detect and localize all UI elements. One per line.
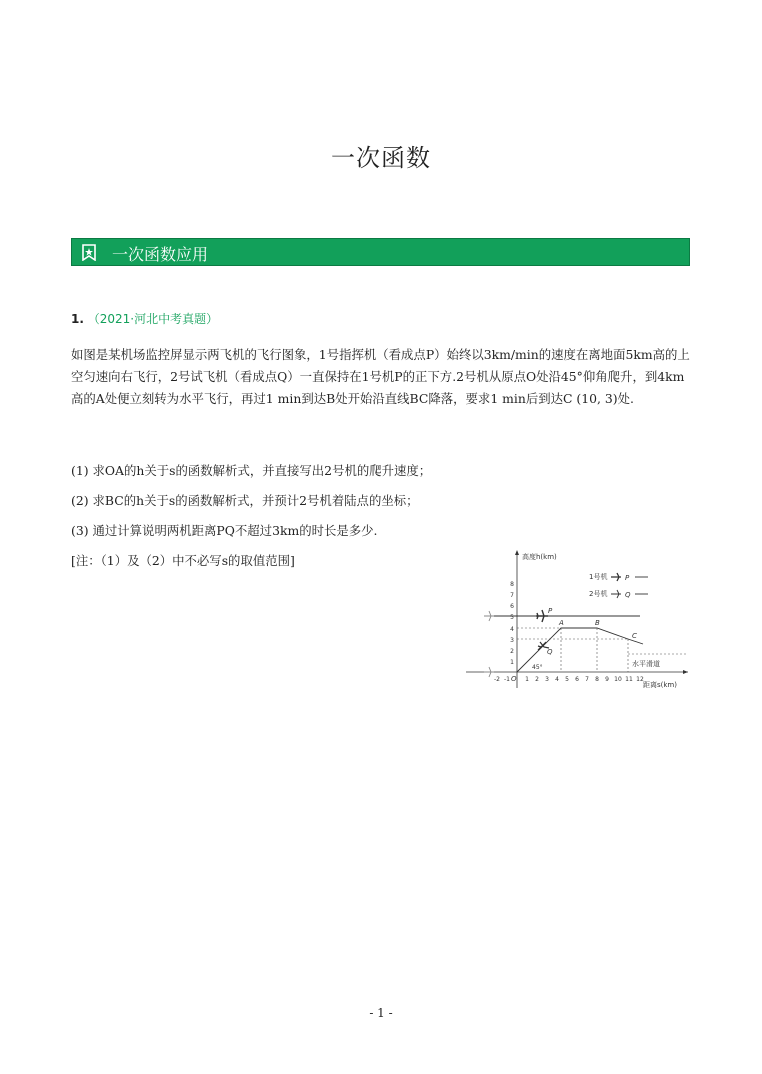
x-axis-label: 距离s(km) bbox=[643, 681, 677, 689]
question-header bbox=[71, 310, 218, 327]
legend-plane-2-icon bbox=[611, 590, 621, 598]
y-tick: 8 bbox=[510, 581, 514, 588]
x-tick: 1 bbox=[525, 676, 529, 683]
y-tick: 1 bbox=[510, 659, 514, 666]
question-body: 如图是某机场监控屏显示两飞机的飞行图象，1号指挥机（看成点P）始终以3km/min的速度在离地面5km高的上空匀速向右飞行，2号试飞机（看成点Q）一直保持在1号机P的正下方.2号机从原点O处沿45°仰角爬升，到4km高的A处便立刻转为水平飞行，再过1 min到达B处开始沿直线BC降落，要求1 min后到达C (10, 3)处. bbox=[71, 347, 690, 406]
point-b-label: B bbox=[595, 619, 600, 627]
x-tick: 10 bbox=[614, 676, 622, 683]
x-tick: -2 bbox=[494, 676, 500, 683]
point-q-label: Q bbox=[547, 648, 553, 656]
y-tick: 2 bbox=[510, 648, 514, 655]
x-tick: 2 bbox=[535, 676, 539, 683]
y-tick: 3 bbox=[510, 637, 514, 644]
legend-point-2: Q bbox=[625, 591, 631, 599]
page-title: 一次函数 bbox=[331, 144, 431, 172]
legend-label-2: 2号机 bbox=[589, 590, 608, 598]
legend-point-1: P bbox=[625, 574, 630, 582]
question-source: （2021·河北中考真题） bbox=[87, 312, 219, 326]
question-part-2: (2) 求BC的h关于s的函数解析式，并预计2号机着陆点的坐标； bbox=[71, 493, 419, 508]
origin-label: O bbox=[511, 675, 517, 683]
x-tick: 5 bbox=[565, 676, 569, 683]
runway-label: 水平滑道 bbox=[632, 660, 660, 668]
point-a-label: A bbox=[559, 619, 564, 627]
x-tick: 4 bbox=[555, 676, 559, 683]
x-tick: -1 bbox=[504, 676, 510, 683]
x-tick: 11 bbox=[625, 676, 633, 683]
y-tick: 5 bbox=[510, 614, 514, 621]
plane-ghost-icon bbox=[484, 611, 494, 677]
page-number: - 1 - bbox=[369, 1006, 393, 1020]
y-tick: 4 bbox=[510, 626, 514, 633]
section-title: 一次函数应用 bbox=[112, 245, 209, 264]
y-tick: 6 bbox=[510, 603, 514, 610]
plane-p-icon bbox=[536, 610, 548, 622]
x-tick: 7 bbox=[585, 676, 589, 683]
y-axis-label: 高度h(km) bbox=[522, 553, 557, 561]
section-header bbox=[71, 238, 690, 266]
x-tick: 9 bbox=[605, 676, 609, 683]
x-tick: 8 bbox=[595, 676, 599, 683]
point-c-label: C bbox=[632, 632, 637, 640]
x-tick: 3 bbox=[545, 676, 549, 683]
question-note: [注：（1）及（2）中不必写s的取值范围] bbox=[71, 553, 295, 568]
question-part-1: (1) 求OA的h关于s的函数解析式，并直接写出2号机的爬升速度； bbox=[71, 463, 432, 478]
bookmark-star-icon bbox=[82, 244, 96, 261]
question-part-3: (3) 通过计算说明两机距离PQ不超过3km的时长是多少. bbox=[71, 523, 378, 538]
y-tick: 7 bbox=[510, 592, 514, 599]
point-p-label: P bbox=[548, 607, 553, 615]
angle-label: 45° bbox=[532, 664, 543, 671]
x-tick: 6 bbox=[575, 676, 579, 683]
legend-plane-1-icon bbox=[611, 573, 621, 581]
question-number: 1. bbox=[71, 312, 84, 326]
x-tick: 12 bbox=[636, 676, 644, 683]
flight-graph-figure bbox=[462, 546, 692, 692]
legend-label-1: 1号机 bbox=[589, 573, 608, 581]
